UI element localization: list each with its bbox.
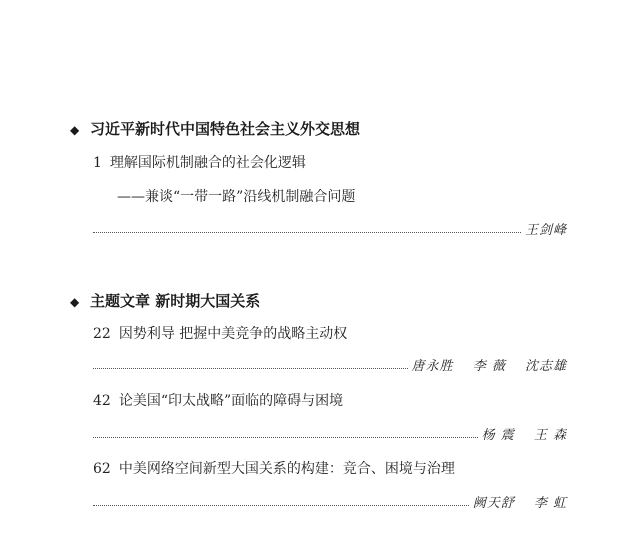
entry-title: 理解国际机制融合的社会化逻辑 (109, 155, 306, 171)
authors (482, 424, 567, 443)
section-heading-text: 习近平新时代中国特色社会主义外交思想 (90, 120, 361, 138)
leader-row (93, 354, 567, 374)
toc-entry[interactable] (93, 458, 455, 478)
entry-title: 中美网络空间新型大国关系的构建：竞合、困境与治理 (118, 461, 455, 477)
author: 王 森 (533, 428, 567, 443)
authors (525, 219, 567, 238)
leader-row (93, 218, 567, 238)
leader-row (93, 423, 567, 443)
page-number: 22 (93, 326, 111, 342)
section-heading-text: 主题文章 新时期大国关系 (90, 292, 261, 310)
page-number: 1 (93, 155, 102, 171)
author: 杨 震 (481, 428, 515, 443)
toc-entry[interactable] (93, 390, 343, 410)
section-heading (70, 290, 260, 311)
page-number: 62 (93, 461, 111, 477)
diamond-bullet-icon: ◆ (70, 295, 80, 309)
authors (412, 355, 567, 374)
author: 唐永胜 (411, 359, 454, 374)
dot-leader (93, 368, 408, 369)
diamond-bullet-icon: ◆ (70, 123, 80, 137)
entry-subtitle: ——兼谈“一带一路”沿线机制融合问题 (117, 189, 356, 205)
page-number: 42 (93, 393, 111, 409)
leader-row (93, 491, 567, 511)
entry-title: 论美国“印太战略”面临的障碍与困境 (118, 393, 344, 409)
author: 沈志雄 (524, 359, 567, 374)
author: 李 虹 (533, 496, 567, 511)
dot-leader (93, 505, 469, 506)
toc-entry[interactable] (93, 152, 306, 172)
dot-leader (93, 232, 521, 233)
author: 阙天舒 (472, 496, 515, 511)
author: 王剑峰 (524, 223, 567, 238)
dot-leader (93, 437, 478, 438)
entry-title: 因势利导 把握中美竞争的战略主动权 (118, 326, 348, 342)
author: 李 薇 (472, 359, 506, 374)
authors (473, 492, 567, 511)
section-heading (70, 118, 360, 139)
toc-entry[interactable] (93, 323, 347, 343)
